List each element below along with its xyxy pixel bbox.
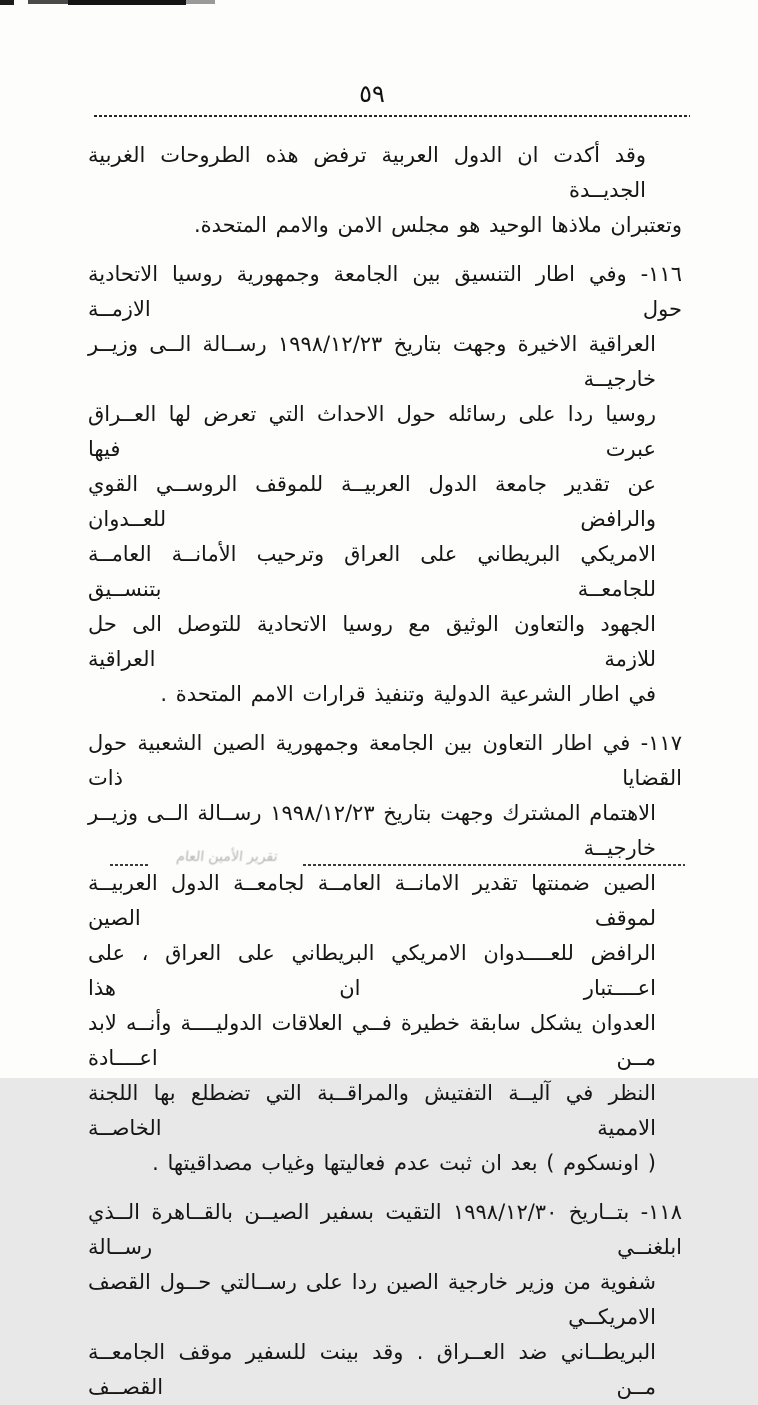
footer-dotted-rule-left [110, 863, 150, 866]
text-line: ١١٨- بتــاريخ ١٩٩٨/١٢/٣٠ التقيت بسفير الصيــن بالقــاهرة الــذي ابلغنــي رســالة [88, 1200, 682, 1259]
text-line: وتعتبران ملاذها الوحيد هو مجلس الامن والامم المتحدة. [193, 213, 682, 237]
text-line: البريطــاني ضد العــراق . وقد بينت للسفير موقف الجامعــة مــن القصــف [88, 1340, 656, 1399]
footer-dotted-rule-right [303, 863, 685, 866]
scan-artifact-strip [68, 0, 186, 5]
text-line: الاهتمام المشترك وجهت بتاريخ ١٩٩٨/١٢/٢٣ رســالة الــى وزيــر خارجيــة [88, 801, 656, 860]
text-line: عن تقدير جامعة الدول العربيــة للموقف الروســي القوي والرافض للعــدوان [88, 472, 656, 531]
text-line: العدوان يشكل سابقة خطيرة فــي العلاقات الدوليــــة وأنــه لابد مــن اعــــادة [88, 1011, 656, 1070]
scan-artifact-strip [28, 0, 68, 4]
document-body [88, 138, 682, 1405]
text-line: الرافض للعــــدوان الامريكي البريطاني على العراق ، على اعــــتبار ان هذا [88, 941, 656, 1000]
text-line: في اطار الشرعية الدولية وتنفيذ قرارات الامم المتحدة . [160, 682, 656, 706]
text-line: الامريكي البريطاني على العراق وترحيب الأمانــة العامــة للجامعــة بتنســيق [88, 542, 656, 601]
paragraph-item-118 [88, 1195, 682, 1405]
text-line: ١١٦- وفي اطار التنسيق بين الجامعة وجمهورية روسيا الاتحادية حول الازمــة [88, 262, 682, 321]
footer-watermark-text: تقرير الأمين العام [175, 849, 279, 865]
text-line: شفوية من وزير خارجية الصين ردا على رســالتي حــول القصف الامريكــي [88, 1270, 656, 1329]
scan-artifact-strip [186, 0, 215, 4]
text-line: ١١٧- في اطار التعاون بين الجامعة وجمهورية الصين الشعبية حول القضايا ذات [88, 731, 682, 790]
scan-artifact-strip [0, 0, 14, 5]
paragraph-item-117 [88, 726, 682, 1181]
text-line: النظر في آليــة التفتيش والمراقــبة التي تضطلع بها اللجنة الاممية الخاصــة [88, 1081, 656, 1140]
page-number: ٥٩ [359, 80, 385, 108]
text-line: وقد أكدت ان الدول العربية ترفض هذه الطروحات الغربية الجديــدة [88, 143, 646, 202]
text-line: العراقية الاخيرة وجهت بتاريخ ١٩٩٨/١٢/٢٣ رســالة الــى وزيــر خارجيــة [88, 332, 656, 391]
text-line: روسيا ردا على رسائله حول الاحداث التي تعرض لها العــراق عبرت فيها [88, 402, 656, 461]
text-line: ( اونسكوم ) بعد ان ثبت عدم فعاليتها وغياب مصداقيتها . [152, 1151, 656, 1175]
paragraph-intro [88, 138, 682, 243]
text-line: الجهود والتعاون الوثيق مع روسيا الاتحادية للتوصل الى حل للازمة العراقية [88, 612, 656, 671]
paragraph-item-116 [88, 257, 682, 712]
header-dotted-rule [94, 114, 690, 117]
text-line: الصين ضمنتها تقدير الامانــة العامــة لجامعــة الدول العربيــة لموقف الصين [88, 871, 656, 930]
